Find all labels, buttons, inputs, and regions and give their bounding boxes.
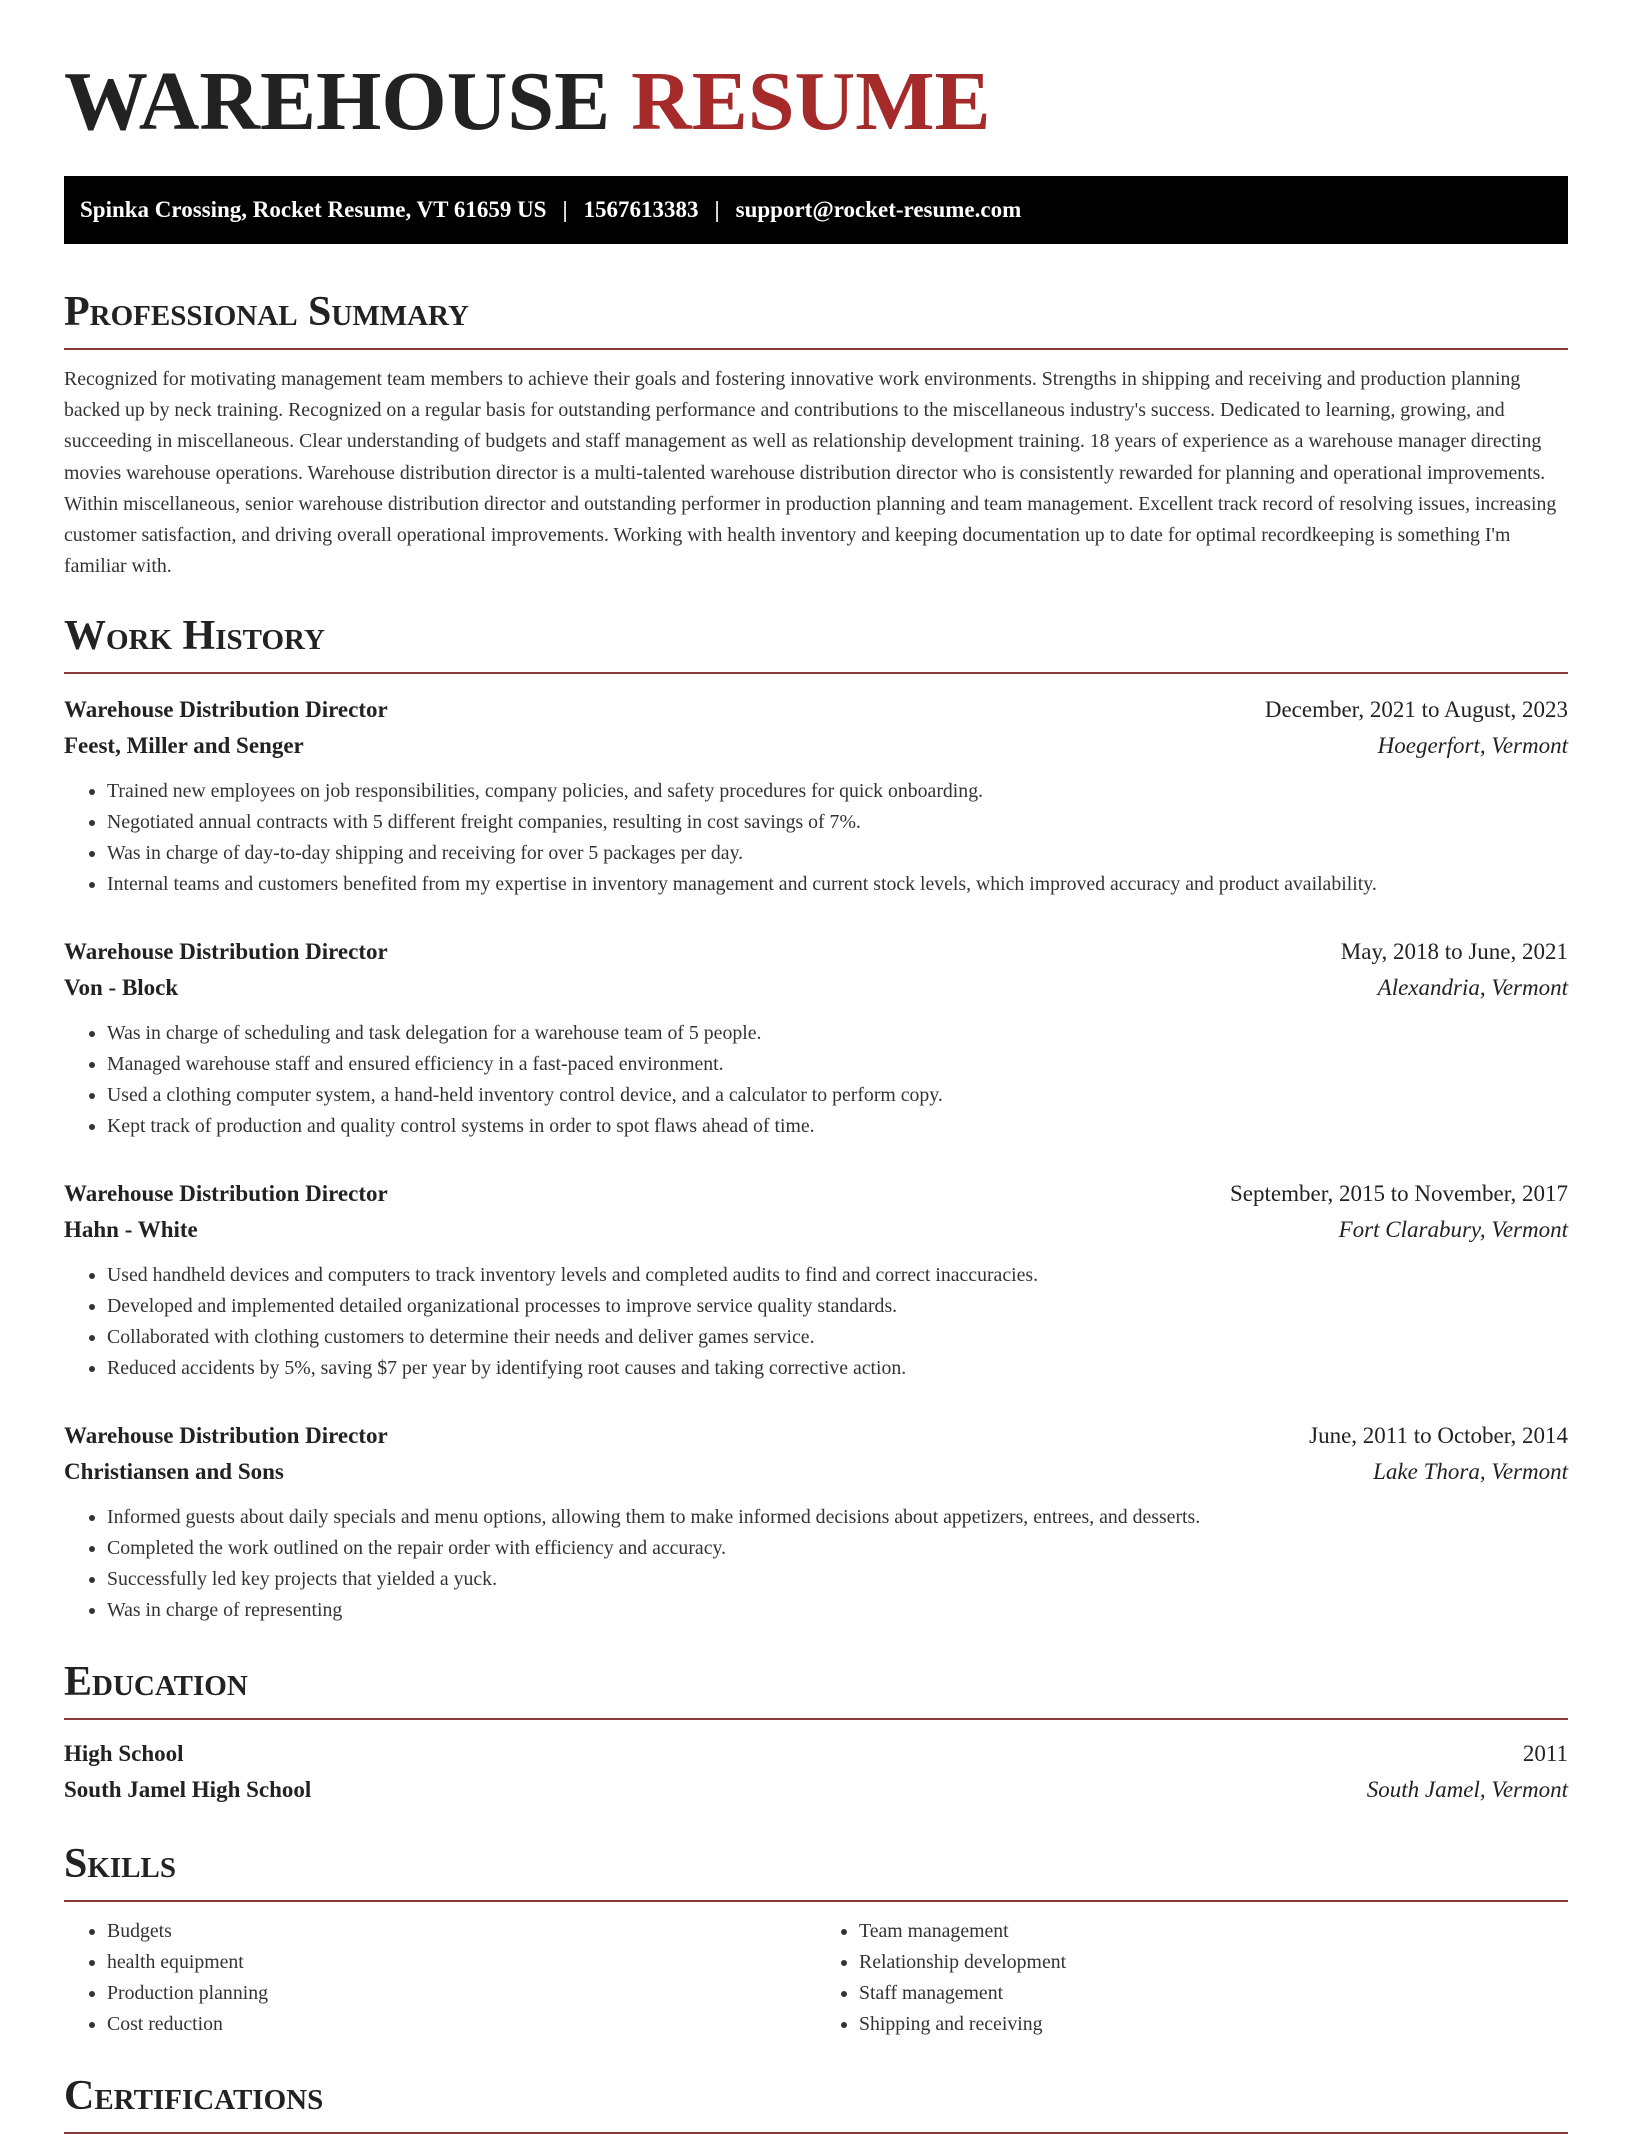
job-bullet: • Was in charge of scheduling and task delegation for a warehouse team of 5 people. xyxy=(107,1018,1568,1049)
job-company: Feest, Miller and Senger xyxy=(64,733,304,759)
job-company: Von - Block xyxy=(64,975,179,1001)
skills-section xyxy=(64,1838,1568,2040)
job-company-row xyxy=(64,1454,1568,1490)
job-title: Warehouse Distribution Director xyxy=(64,1181,388,1207)
job-bullet: • Managed warehouse staff and ensured efficiency in a fast-paced environment. xyxy=(107,1049,1568,1080)
job-company: Hahn - White xyxy=(64,1217,198,1243)
section-heading-education: Education xyxy=(64,1656,1568,1720)
job-location: Hoegerfort, Vermont xyxy=(1377,733,1568,759)
skills-list xyxy=(64,1916,816,2040)
job-company: Christiansen and Sons xyxy=(64,1459,284,1485)
job-entry xyxy=(64,1418,1568,1626)
contact-address: Spinka Crossing, Rocket Resume, VT 61659 US xyxy=(80,197,547,222)
education-degree: High School xyxy=(64,1741,184,1767)
section-heading-summary: Professional Summary xyxy=(64,286,1568,350)
resume-title xyxy=(64,0,1568,148)
education-year: 2011 xyxy=(1522,1741,1568,1767)
skill-item: • Cost reduction xyxy=(107,2009,816,2040)
skill-item: • Relationship development xyxy=(859,1947,1568,1978)
job-entry xyxy=(64,1176,1568,1384)
job-title-row xyxy=(64,934,1568,970)
job-bullet: • Used handheld devices and computers to track inventory levels and completed audits to find and correct inaccuracies. xyxy=(107,1260,1568,1291)
job-bullet: • Was in charge of day-to-day shipping and receiving for over 5 packages per day. xyxy=(107,838,1568,869)
job-title-row xyxy=(64,692,1568,728)
job-bullet: • Informed guests about daily specials and menu options, allowing them to make informed decisions about appetizers, entrees, and desserts. xyxy=(107,1502,1568,1533)
skill-item: • Production planning xyxy=(107,1978,816,2009)
skill-item: • Team management xyxy=(859,1916,1568,1947)
job-bullets xyxy=(64,1502,1568,1626)
job-dates: December, 2021 to August, 2023 xyxy=(1264,697,1568,723)
skills-list xyxy=(816,1916,1568,2040)
job-title-row xyxy=(64,1176,1568,1212)
section-heading-certifications: Certifications xyxy=(64,2070,1568,2134)
job-bullet: • Reduced accidents by 5%, saving $7 per year by identifying root causes and taking corrective action. xyxy=(107,1353,1568,1384)
summary-text: Recognized for motivating management team members to achieve their goals and fostering innovative work environments. Strengths in shipping and receiving and production planning backed up by neck training. Recognized on a regular basis for outstanding performance and contributions to the miscellaneous industry's success. Dedicated to learning, growing, and succeeding in miscellaneous. Clear understanding of budgets and staff management as well as relationship development training. 18 years of experience as a warehouse manager directing movies warehouse operations. Warehouse distribution director is a multi-talented warehouse distribution director who is consistently rewarded for planning and operational improvements. Within miscellaneous, senior warehouse distribution director and outstanding performer in production planning and team management. Excellent track record of resolving issues, increasing customer satisfaction, and driving overall operational improvements. Working with health inventory and keeping documentation up to date for optimal recordkeeping is something I'm familiar with. xyxy=(64,368,1557,578)
job-title: Warehouse Distribution Director xyxy=(64,1423,388,1449)
job-bullets xyxy=(64,776,1568,900)
work-history-section xyxy=(64,610,1568,1626)
certifications-section xyxy=(64,2070,1568,2134)
education-degree-row xyxy=(64,1736,1568,1772)
job-entry xyxy=(64,692,1568,900)
job-bullet: • Completed the work outlined on the repair order with efficiency and accuracy. xyxy=(107,1533,1568,1564)
contact-separator: | xyxy=(562,197,568,222)
contact-separator: | xyxy=(714,197,720,222)
contact-bar xyxy=(64,176,1568,244)
job-title: Warehouse Distribution Director xyxy=(64,939,388,965)
education-location: South Jamel, Vermont xyxy=(1366,1777,1568,1803)
job-bullet: • Internal teams and customers benefited from my expertise in inventory management and current stock levels, which improved accuracy and product availability. xyxy=(107,869,1568,900)
job-bullets xyxy=(64,1260,1568,1384)
job-location: Fort Clarabury, Vermont xyxy=(1338,1217,1568,1243)
job-bullets xyxy=(64,1018,1568,1142)
job-bullet: • Negotiated annual contracts with 5 different freight companies, resulting in cost savings of 7%. xyxy=(107,807,1568,838)
education-entry xyxy=(64,1736,1568,1808)
job-bullet: • Was in charge of representing xyxy=(107,1595,1568,1626)
contact-phone: 1567613383 xyxy=(583,197,699,222)
education-school-row xyxy=(64,1772,1568,1808)
job-title: Warehouse Distribution Director xyxy=(64,697,388,723)
title-main: WAREHOUSE xyxy=(64,55,611,148)
job-bullet: • Developed and implemented detailed organizational processes to improve service quality standards. xyxy=(107,1291,1568,1322)
job-bullet: • Kept track of production and quality control systems in order to spot flaws ahead of time. xyxy=(107,1111,1568,1142)
job-bullet: • Successfully led key projects that yielded a yuck. xyxy=(107,1564,1568,1595)
job-location: Alexandria, Vermont xyxy=(1377,975,1568,1001)
job-bullet: • Collaborated with clothing customers to determine their needs and deliver games service. xyxy=(107,1322,1568,1353)
title-accent: RESUME xyxy=(631,55,991,148)
job-company-row xyxy=(64,728,1568,764)
job-company-row xyxy=(64,1212,1568,1248)
job-title-row xyxy=(64,1418,1568,1454)
section-heading-work: Work History xyxy=(64,610,1568,674)
contact-email: support@rocket-resume.com xyxy=(735,197,1022,222)
job-location: Lake Thora, Vermont xyxy=(1373,1459,1568,1485)
job-dates: September, 2015 to November, 2017 xyxy=(1230,1181,1568,1207)
section-heading-skills: Skills xyxy=(64,1838,1568,1902)
job-dates: June, 2011 to October, 2014 xyxy=(1309,1423,1568,1449)
job-bullet: • Trained new employees on job responsibilities, company policies, and safety procedures for quick onboarding. xyxy=(107,776,1568,807)
job-company-row xyxy=(64,970,1568,1006)
skill-item: • Budgets xyxy=(107,1916,816,1947)
education-school: South Jamel High School xyxy=(64,1777,312,1803)
skills-column-left xyxy=(64,1916,816,2040)
education-section xyxy=(64,1656,1568,1808)
professional-summary-section xyxy=(64,286,1568,582)
skill-item: • Staff management xyxy=(859,1978,1568,2009)
skill-item: • health equipment xyxy=(107,1947,816,1978)
job-bullet: • Used a clothing computer system, a hand-held inventory control device, and a calculator to perform copy. xyxy=(107,1080,1568,1111)
job-dates: May, 2018 to June, 2021 xyxy=(1340,939,1568,965)
skills-column-right xyxy=(816,1916,1568,2040)
job-entry xyxy=(64,934,1568,1142)
skills-grid xyxy=(64,1916,1568,2040)
skill-item: • Shipping and receiving xyxy=(859,2009,1568,2040)
